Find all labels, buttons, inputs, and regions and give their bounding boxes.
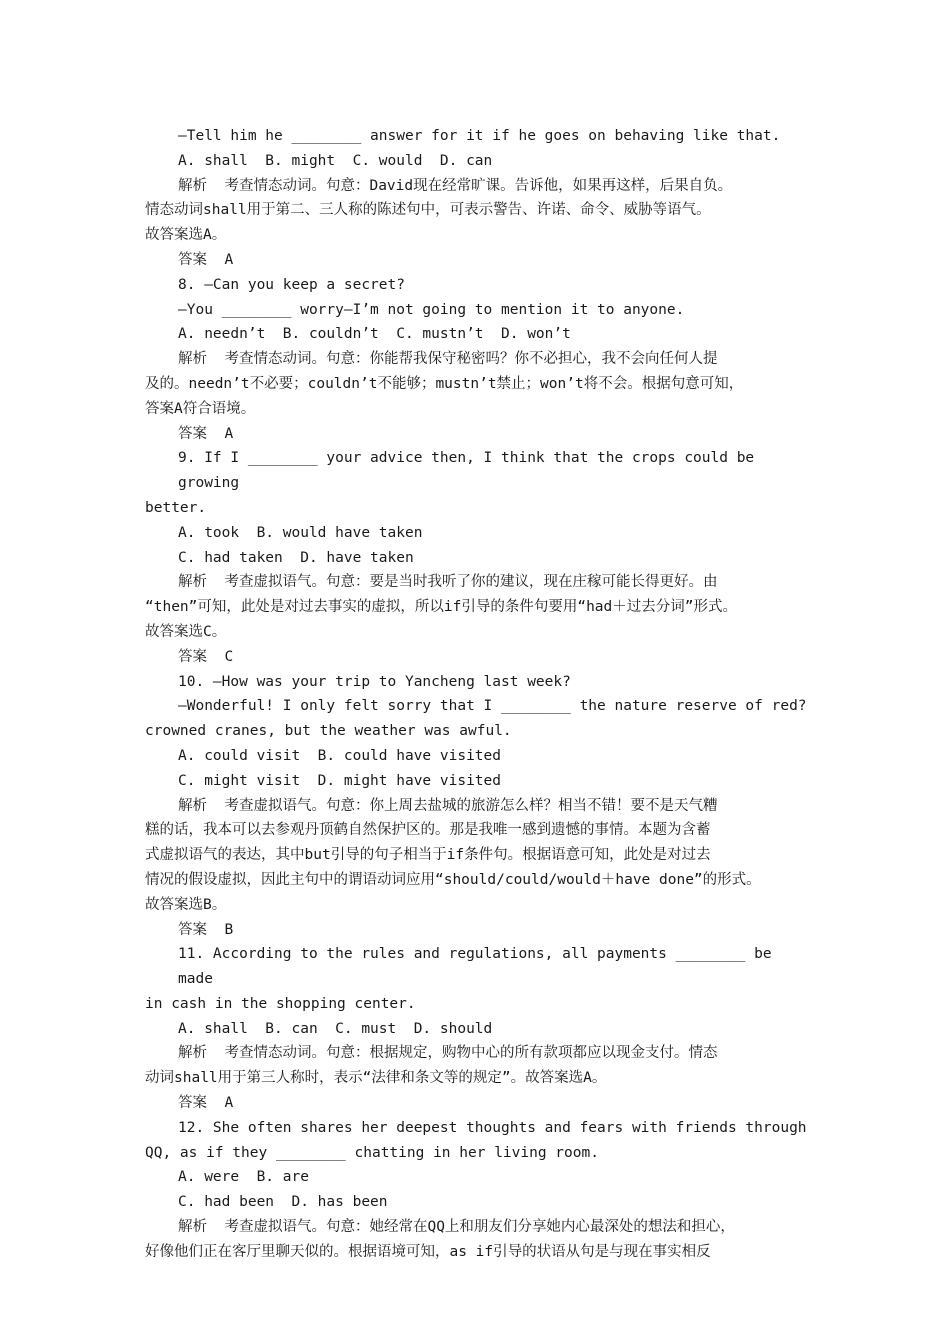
text-line: 解析 考查情态动词。句意：你能帮我保守秘密吗？你不必担心，我不会向任何人提 bbox=[178, 351, 718, 368]
text-line: 答案 B bbox=[178, 921, 234, 938]
text-line: A. needn’t B. couldn’t C. mustn’t D. won’t bbox=[178, 326, 571, 343]
text-line: in cash in the shopping center. bbox=[145, 995, 416, 1012]
text-line: QQ, as if they ________ chatting in her living room. bbox=[145, 1144, 599, 1161]
text-line: 解析 考查虚拟语气。句意：她经常在QQ上和朋友们分享她内心最深处的想法和担心， bbox=[178, 1219, 735, 1236]
text-line: 好像他们正在客厅里聊天似的。根据语境可知，as if引导的状语从句是与现在事实相反 bbox=[145, 1243, 711, 1260]
text-line: C. had taken D. have taken bbox=[178, 549, 414, 566]
text-line: 答案 A bbox=[178, 251, 234, 268]
text-line: 答案 A bbox=[178, 1095, 234, 1112]
text-line: 解析 考查情态动词。句意：David现在经常旷课。告诉他，如果再这样，后果自负。 bbox=[178, 177, 733, 194]
text-line: 解析 考查虚拟语气。句意：你上周去盐城的旅游怎么样？相当不错！要不是天气糟 bbox=[178, 797, 718, 814]
text-line: 8. —Can you keep a secret? bbox=[178, 276, 405, 293]
text-line: A. were B. are bbox=[178, 1169, 309, 1186]
text-line: 答案 A bbox=[178, 425, 234, 442]
text-line: A. shall B. can C. must D. should bbox=[178, 1020, 493, 1037]
text-line: —You ________ worry—I’m not going to mention it to anyone. bbox=[178, 301, 685, 318]
text-line: better. bbox=[145, 499, 207, 516]
text-line: C. might visit D. might have visited bbox=[178, 772, 502, 789]
text-line: 式虚拟语气的表达，其中but引导的句子相当于if条件句。根据语意可知，此处是对过去 bbox=[145, 847, 711, 864]
document-page bbox=[145, 124, 815, 1265]
text-line: A. shall B. might C. would D. can bbox=[178, 152, 493, 169]
text-line: A. took B. would have taken bbox=[178, 524, 423, 541]
text-line: crowned cranes, but the weather was awful. bbox=[145, 723, 512, 740]
text-line: “then”可知，此处是对过去事实的虚拟，所以if引导的条件句要用“had＋过去分词”形式。 bbox=[145, 599, 737, 616]
text-line: 及的。needn’t不必要；couldn’t不能够；mustn’t禁止；won’t将不会。根据句意可知， bbox=[145, 375, 744, 392]
text-line: 解析 考查情态动词。句意：根据规定，购物中心的所有款项都应以现金支付。情态 bbox=[178, 1045, 718, 1062]
text-line: 12. She often shares her deepest thoughts and fears with friends through bbox=[178, 1119, 807, 1136]
text-line: 答案 C bbox=[178, 648, 234, 665]
text-line: 动词shall用于第三人称时，表示“法律和条文等的规定”。故答案选A。 bbox=[145, 1070, 607, 1087]
text-line: 情况的假设虚拟，因此主句中的谓语动词应用“should/could/would＋have done”的形式。 bbox=[145, 871, 761, 888]
text-line: 情态动词shall用于第二、三人称的陈述句中，可表示警告、许诺、命令、威胁等语气。 bbox=[145, 202, 711, 219]
text-line: —Tell him he ________ answer for it if he goes on behaving like that. bbox=[178, 128, 781, 144]
text-line: 9. If I ________ your advice then, I think that the crops could be growing bbox=[178, 450, 763, 492]
text-line: A. could visit B. could have visited bbox=[178, 747, 502, 764]
text-line: 11. According to the rules and regulations, all payments ________ be made bbox=[178, 946, 781, 988]
text-line: 故答案选B。 bbox=[145, 896, 227, 913]
text-line: 答案A符合语境。 bbox=[145, 400, 256, 417]
text-line: C. had been D. has been bbox=[178, 1194, 388, 1211]
text-line: 解析 考查虚拟语气。句意：要是当时我听了你的建议，现在庄稼可能长得更好。由 bbox=[178, 574, 718, 591]
text-line: 故答案选A。 bbox=[145, 227, 227, 244]
text-line: 10. —How was your trip to Yancheng last week? bbox=[178, 673, 571, 690]
text-line: —Wonderful! I only felt sorry that I ________ the nature reserve of red? bbox=[178, 698, 807, 715]
text-line: 故答案选C。 bbox=[145, 623, 227, 640]
text-line: 糕的话，我本可以去参观丹顶鹤自然保护区的。那是我唯一感到遗憾的事情。本题为含蓄 bbox=[145, 822, 711, 839]
